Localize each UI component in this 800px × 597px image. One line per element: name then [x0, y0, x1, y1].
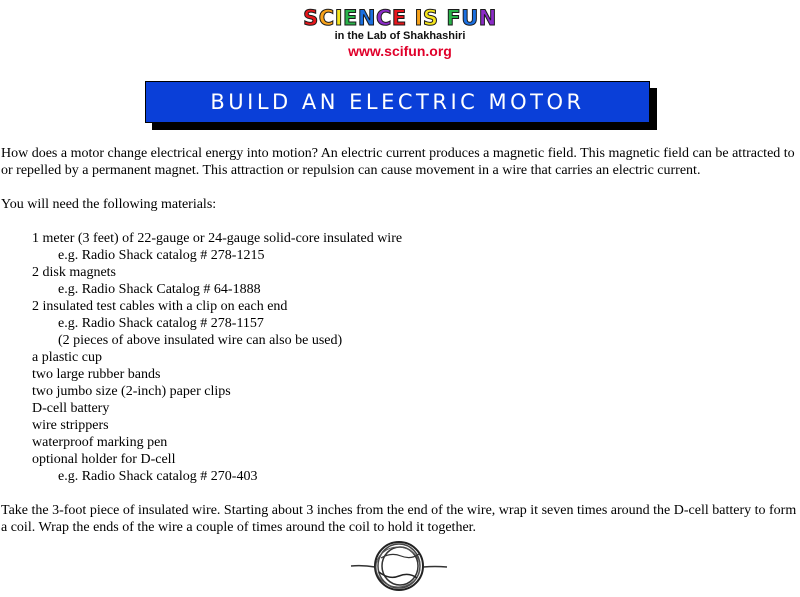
logo-letter: N	[357, 6, 376, 30]
logo-letter: U	[461, 6, 479, 30]
logo-letter: C	[318, 6, 335, 30]
material-item: a plastic cup	[32, 350, 102, 365]
logo-letter: I	[334, 6, 344, 30]
logo-letter	[439, 6, 447, 30]
material-item: 2 insulated test cables with a clip on each end	[32, 299, 288, 314]
materials-intro: You will need the following materials:	[1, 197, 217, 212]
material-item: 2 disk magnets	[32, 265, 116, 280]
material-note: e.g. Radio Shack catalog # 278-1157	[58, 316, 264, 331]
logo-letter: F	[446, 6, 462, 30]
logo-letter: S	[422, 6, 439, 30]
material-item: D-cell battery	[32, 401, 110, 416]
material-note: e.g. Radio Shack Catalog # 64-1888	[58, 282, 261, 297]
material-item: two jumbo size (2-inch) paper clips	[32, 384, 231, 399]
page-title: BUILD AN ELECTRIC MOTOR	[210, 90, 585, 114]
material-item: waterproof marking pen	[32, 435, 168, 450]
material-item: wire strippers	[32, 418, 109, 433]
logo-title	[0, 6, 800, 30]
article-body	[1, 145, 799, 536]
logo-url[interactable]: www.scifun.org	[348, 43, 452, 59]
logo-letter: C	[375, 6, 392, 30]
intro-paragraph: How does a motor change electrical energy into motion? An electric current produces a magnetic field. This magnetic field can be attracted to or repelled by a permanent magnet. This attraction or repulsion can cause movement in a wire that carries an electric current.	[1, 146, 795, 178]
material-item: two large rubber bands	[32, 367, 161, 382]
materials-list	[32, 230, 799, 485]
site-logo[interactable]	[0, 6, 800, 60]
logo-letter: E	[391, 6, 407, 30]
logo-letter: N	[478, 6, 497, 30]
material-note: e.g. Radio Shack catalog # 278-1215	[58, 248, 265, 263]
wire-coil-icon	[349, 536, 449, 592]
material-item: 1 meter (3 feet) of 22-gauge or 24-gauge solid-core insulated wire	[32, 231, 403, 246]
page-banner	[145, 81, 650, 123]
logo-letter: I	[414, 6, 423, 30]
step-paragraph: Take the 3-foot piece of insulated wire. Starting about 3 inches from the end of the wire, wrap it seven times around the D-cell battery to form a coil. Wrap the ends of the wire a couple of times around the coil to hold it together.	[1, 503, 797, 535]
material-item: optional holder for D-cell	[32, 452, 176, 467]
logo-subtitle: in the Lab of Shakhashiri	[334, 30, 466, 42]
material-note: (2 pieces of above insulated wire can also be used)	[58, 333, 343, 348]
material-note: e.g. Radio Shack catalog # 270-403	[58, 469, 258, 484]
logo-letter: S	[303, 6, 319, 30]
logo-letter: E	[343, 6, 358, 30]
logo-letter	[407, 6, 415, 30]
